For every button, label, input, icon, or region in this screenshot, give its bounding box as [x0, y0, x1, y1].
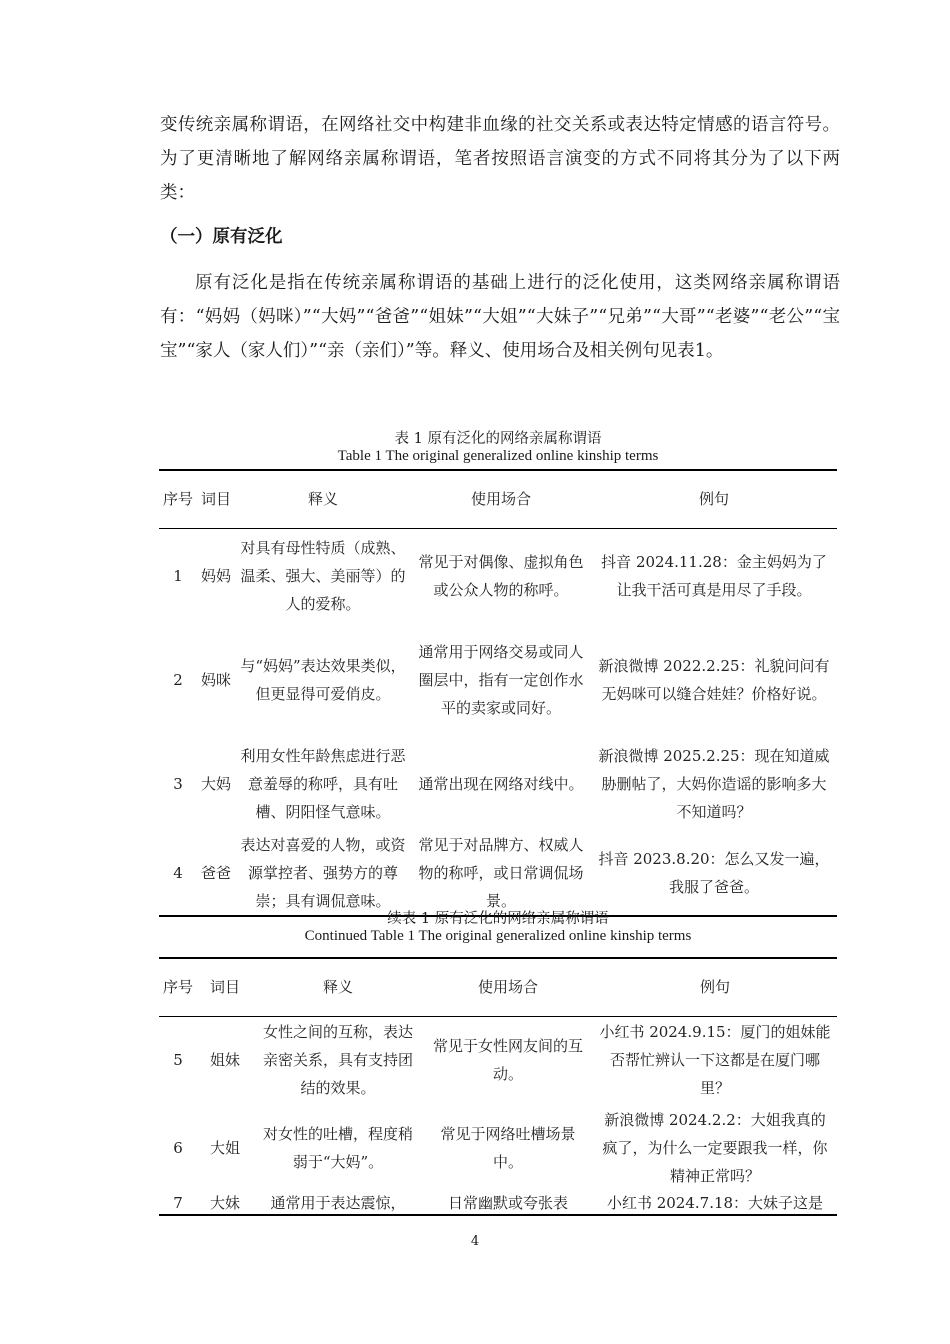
- table-row: [159, 623, 837, 737]
- cell-meaning: 与“妈妈”表达效果类似，但更显得可爱俏皮。: [240, 657, 406, 703]
- table-row: [159, 737, 837, 831]
- table2-caption-zh: 续表 1 原有泛化的网络亲属称谓语: [387, 911, 609, 927]
- table-row: [159, 1104, 837, 1192]
- cell-usage: 常见于女性网友间的互动。: [432, 1037, 583, 1084]
- cell-example: 抖音 2023.8.20：怎么又发一遍，我服了爸爸。: [598, 850, 830, 896]
- cell-example: 抖音 2024.11.28：金主妈妈为了让我干活可真是用尽了手段。: [601, 552, 827, 599]
- table1-caption-zh: 表 1 原有泛化的网络亲属称谓语: [394, 431, 602, 447]
- header-example: 例句: [591, 470, 837, 528]
- cell-no: 7: [173, 1194, 183, 1212]
- header-no: 序号: [159, 958, 197, 1016]
- header-usage: 使用场合: [423, 958, 593, 1016]
- cell-meaning: 对具有母性特质（成熟、温柔、强大、美丽等）的人的爱称。: [240, 538, 406, 613]
- body-paragraph: 原有泛化是指在传统亲属称谓语的基础上进行的泛化使用，这类网络亲属称谓语有：“妈妈（妈咪）”“大妈”“爸爸”“姐妹”“大姐”“大妹子”“兄弟”“大哥”“老婆”“老公”“宝宝”“家人（家人们）”“亲（亲们）”等。释义、使用场合及相关例句见表1。: [160, 273, 840, 361]
- cell-no: 2: [173, 671, 183, 689]
- intro-paragraph: 变传统亲属称谓语，在网络社交中构建非血缘的社交关系或表达特定情感的语言符号。为了更清晰地了解网络亲属称谓语，笔者按照语言演变的方式不同将其分为了以下两类：: [160, 115, 840, 203]
- table-row: [159, 528, 837, 623]
- cell-meaning: 表达对喜爱的人物，或资源掌控者、强势方的尊崇；具有调侃意味。: [240, 836, 406, 910]
- page-number: 4: [470, 1234, 480, 1249]
- cell-no: 4: [173, 864, 183, 882]
- table-row: [159, 1192, 837, 1215]
- table1-caption-en: Table 1 The original generalized online kinship terms: [337, 448, 659, 464]
- cell-no: 1: [173, 566, 183, 585]
- cell-meaning: 通常用于表达震惊，: [270, 1194, 406, 1212]
- kinship-table-1: [159, 469, 837, 917]
- table-header-row: [159, 470, 837, 528]
- header-term: 词目: [197, 470, 235, 528]
- table-row: [159, 831, 837, 916]
- cell-usage: 常见于对偶像、虚拟角色或公众人物的称呼。: [418, 552, 584, 599]
- table-header-row: [159, 958, 837, 1016]
- header-example: 例句: [593, 958, 837, 1016]
- cell-term: 大妹: [209, 1194, 240, 1212]
- section-heading: （一）原有泛化: [160, 227, 283, 247]
- cell-usage: 通常出现在网络对线中。: [418, 775, 584, 793]
- header-meaning: 释义: [253, 958, 423, 1016]
- cell-example: 小红书 2024.9.15：厦门的姐妹能否帮忙辨认一下这都是在厦门哪里？: [599, 1023, 831, 1098]
- table-row: [159, 1016, 837, 1104]
- cell-term: 爸爸: [201, 864, 232, 882]
- cell-usage: 常见于对品牌方、权威人物的称呼，或日常调侃场景。: [418, 836, 584, 910]
- cell-no: 5: [173, 1051, 183, 1070]
- cell-term: 姐妹: [209, 1051, 240, 1070]
- cell-usage: 日常幽默或夸张表: [447, 1194, 568, 1212]
- cell-example: 新浪微博 2025.2.25：现在知道威胁删帖了，大妈你造谣的影响多大不知道吗？: [598, 747, 830, 821]
- cell-example: 新浪微博 2024.2.2：大姐我真的疯了，为什么一定要跟我一样，你精神正常吗？: [602, 1111, 828, 1185]
- cell-usage: 通常用于网络交易或同人圈层中，指有一定创作水平的卖家或同好。: [418, 643, 584, 717]
- table2-caption-en: Continued Table 1 The original generalized online kinship terms: [304, 928, 692, 944]
- table2-caption: [160, 911, 836, 945]
- table1-caption: [160, 431, 836, 465]
- cell-usage: 常见于网络吐槽场景中。: [440, 1125, 576, 1171]
- cell-no: 3: [173, 775, 183, 793]
- kinship-table-1-continued: [159, 957, 837, 1216]
- cell-term: 大妈: [201, 775, 232, 793]
- cell-example: 新浪微博 2022.2.25：礼貌问问有无妈咪可以缝合娃娃？价格好说。: [598, 657, 830, 703]
- cell-no: 6: [173, 1139, 183, 1157]
- cell-example: 小红书 2024.7.18：大妹子这是: [606, 1194, 824, 1212]
- cell-term: 大姐: [209, 1139, 240, 1157]
- cell-meaning: 利用女性年龄焦虑进行恶意羞辱的称呼，具有吐槽、阴阳怪气意味。: [240, 747, 406, 821]
- cell-term: 妈妈: [201, 566, 232, 585]
- header-meaning: 释义: [235, 470, 411, 528]
- cell-meaning: 对女性的吐槽，程度稍弱于“大妈”。: [262, 1125, 413, 1171]
- header-no: 序号: [159, 470, 197, 528]
- cell-meaning: 女性之间的互称，表达亲密关系，具有支持团结的效果。: [262, 1023, 413, 1098]
- cell-term: 妈咪: [201, 671, 232, 689]
- header-term: 词目: [197, 958, 253, 1016]
- header-usage: 使用场合: [411, 470, 591, 528]
